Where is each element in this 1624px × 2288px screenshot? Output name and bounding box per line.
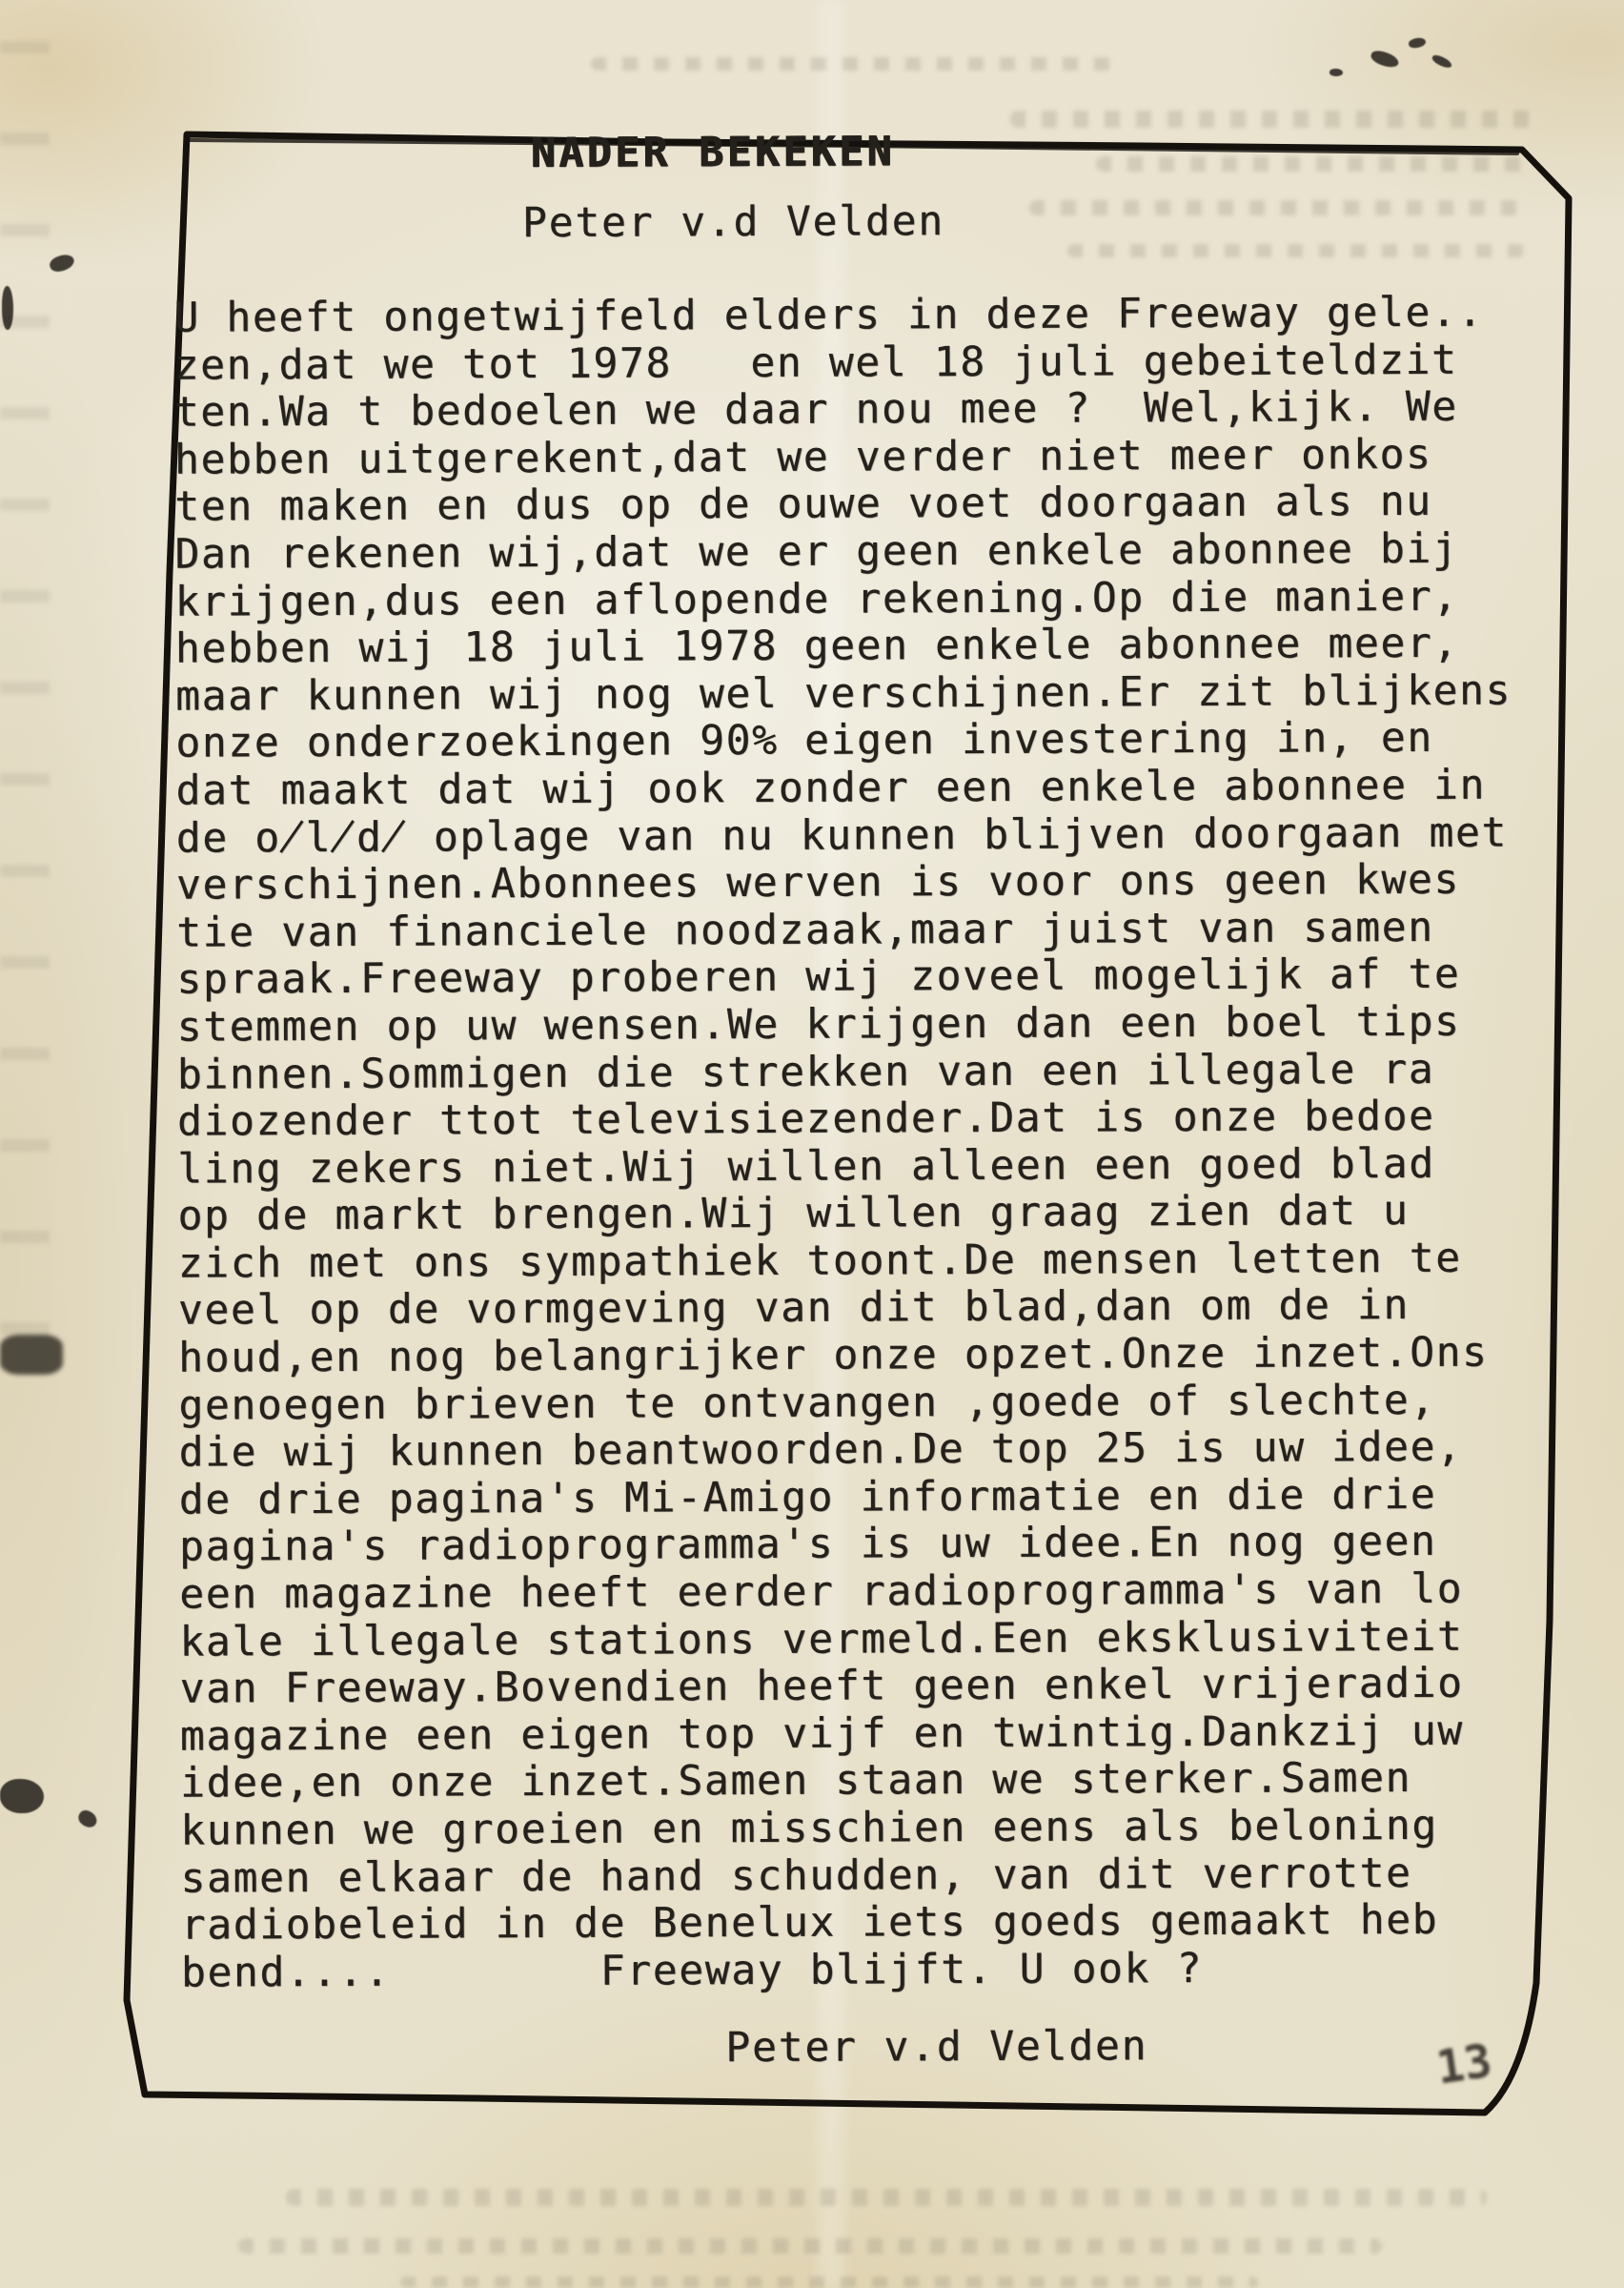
- article-body: U heeft ongetwijfeld elders in deze Freeway gele.. zen,dat we tot 1978 en wel 18 juli gebeiteldzit ten.Wa t bedoelen we daar nou mee ? Wel,kijk. We hebben uitgerekent,dat we verder niet meer onkos ten maken en dus op de ouwe voet doorgaan als nu Dan rekenen wij,dat we er geen enkele abonnee bij krijgen,dus een aflopende rekening.Op die manier, hebben wij 18 juli 1978 geen enkele abonnee meer, maar kunnen wij nog wel verschijnen.Er zit blijkens onze onderzoekingen 90% eigen investering in, en dat maakt dat wij ook zonder een enkele abonnee in de o̸l̸d̸ oplage van nu kunnen blijven doorgaan met verschijnen.Abonnees werven is voor ons geen kwes tie van financiele noodzaak,maar juist van samen spraak.Freeway proberen wij zoveel mogelijk af te stemmen op uw wensen.We krijgen dan een boel tips binnen.Sommigen die strekken van een illegale ra diozender ttot televisiezender.Dat is onze bedoe ling zekers niet.Wij willen alleen een goed blad op de markt brengen.Wij willen graag zien dat u zich met ons sympathiek toont.De mensen letten te veel op de vormgeving van dit blad,dan om de in houd,en nog belangrijker onze opzet.Onze inzet.Ons genoegen brieven te ontvangen ,goede of slechte, die wij kunnen beantwoorden.De top 25 is uw idee, de drie pagina's Mi-Amigo informatie en die drie pagina's radioprogramma's is uw idee.En nog geen een magazine heeft eerder radioprogramma's van lo kale illegale stations vermeld.Een eksklusiviteit van Freeway.Bovendien heeft geen enkel vrijeradio magazine een eigen top vijf en twintig.Dankzij uw idee,en onze inzet.Samen staan we sterker.Samen kunnen we groeien en misschien eens als beloning samen elkaar de hand schudden, van dit verrotte radiobeleid in de Benelux iets goeds gemaakt heb bend.... Freeway blijft. U ook ?: [173, 288, 1512, 1997]
- article-title: NADER BEKEKEN: [530, 128, 895, 178]
- article-byline: Peter v.d Velden: [521, 197, 945, 248]
- page-number-mark: 13: [1432, 2033, 1495, 2095]
- article-signature: Peter v.d Velden: [725, 2022, 1148, 2073]
